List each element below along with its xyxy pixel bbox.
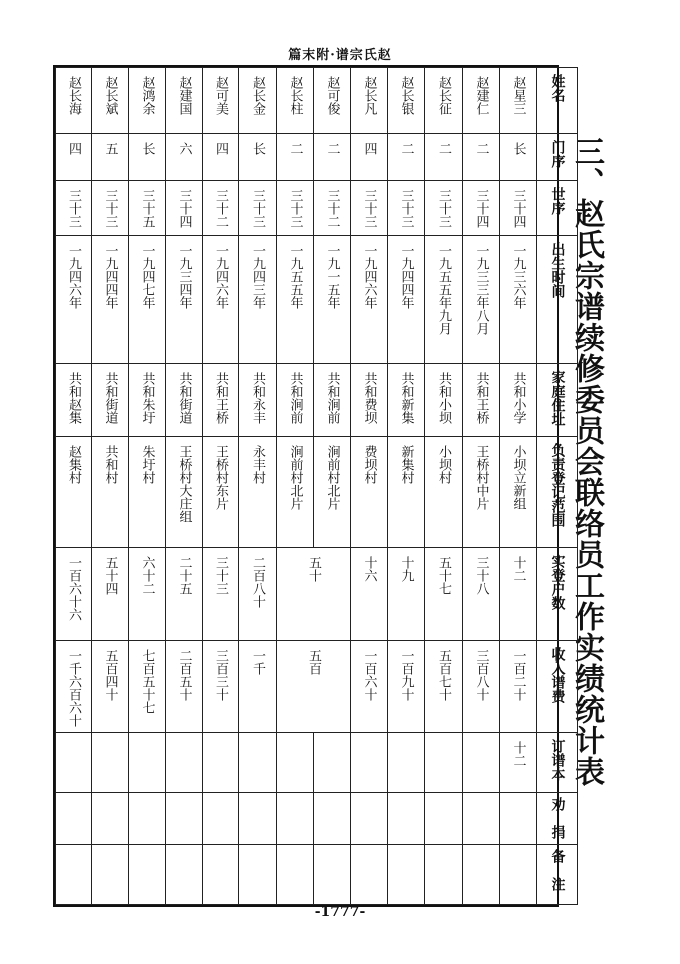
- door-value: 四: [213, 142, 228, 156]
- door-value: 二: [473, 142, 489, 156]
- scope-value: 共和村: [102, 445, 118, 485]
- cell-door: [129, 134, 166, 181]
- cell-birth: [129, 236, 166, 364]
- households-value: 五十七: [436, 555, 451, 595]
- households-value: 三十三: [213, 555, 228, 595]
- cell-fees: [388, 640, 425, 732]
- cell-fees: [92, 640, 129, 732]
- fees-value: 三百三十: [213, 648, 228, 701]
- cell-fees: [239, 640, 277, 732]
- table-row: [56, 236, 578, 364]
- cell-scope: [56, 437, 92, 547]
- fees-value: 一千六百六十: [66, 648, 81, 727]
- cell-households: [388, 547, 425, 640]
- header-donation: [537, 792, 578, 844]
- cell-birth: [425, 236, 463, 364]
- cell-scope: [463, 437, 500, 547]
- birth-value: 一九四四年: [102, 244, 118, 310]
- header-fees: [537, 640, 578, 732]
- cell-orders: [203, 732, 239, 792]
- cell-door: [239, 134, 277, 181]
- name-value: 赵长柱: [287, 76, 303, 115]
- address-value: 共和涧前: [324, 372, 340, 425]
- households-value: 二百八十: [250, 555, 265, 608]
- cell-households: [92, 547, 129, 640]
- table-row: [56, 437, 578, 547]
- cell-fees: [56, 640, 92, 732]
- scope-value: 新集村: [398, 445, 414, 485]
- cell-fees: [129, 640, 166, 732]
- cell-scope: [129, 437, 166, 547]
- column-label: 姓名: [549, 74, 566, 102]
- header-remarks: [537, 844, 578, 904]
- cell-remarks: [388, 844, 425, 904]
- households-value: 一百六十六: [66, 555, 81, 621]
- cell-orders: [166, 732, 203, 792]
- cell-scope: [388, 437, 425, 547]
- cell-donation: [314, 792, 351, 844]
- cell-donation: [56, 792, 92, 844]
- cell-name: [277, 68, 314, 134]
- generation-value: 三十三: [436, 189, 451, 229]
- header-door: [537, 134, 578, 181]
- cell-door: [425, 134, 463, 181]
- cell-generation: [388, 181, 425, 236]
- table-row: [56, 134, 578, 181]
- cell-fees: [500, 640, 537, 732]
- fees-value: 五百七十: [436, 648, 451, 701]
- name-value: 赵长凡: [361, 76, 377, 115]
- cell-name: [314, 68, 351, 134]
- name-value: 赵建国: [176, 76, 192, 115]
- cell-households: [239, 547, 277, 640]
- address-value: 共和小坝: [436, 372, 451, 425]
- scope-value: 涧前村北片: [324, 445, 340, 511]
- cell-households: [463, 547, 500, 640]
- header-generation: [537, 181, 578, 236]
- door-value: 五: [102, 142, 118, 156]
- scope-value: 小坝立新组: [510, 445, 526, 511]
- cell-door: [166, 134, 203, 181]
- cell-address: [56, 364, 92, 437]
- cell-orders: [277, 732, 314, 792]
- cell-name: [129, 68, 166, 134]
- cell-address: [166, 364, 203, 437]
- door-value: 二: [436, 142, 451, 156]
- cell-door: [388, 134, 425, 181]
- cell-donation: [425, 792, 463, 844]
- cell-birth: [277, 236, 314, 364]
- column-label: 劝 捐: [549, 796, 566, 839]
- cell-generation: [166, 181, 203, 236]
- cell-households: [129, 547, 166, 640]
- header-address: [537, 364, 578, 437]
- scope-value: 费坝村: [361, 445, 377, 485]
- generation-value: 三十三: [102, 189, 118, 229]
- cell-name: [463, 68, 500, 134]
- cell-remarks: [92, 844, 129, 904]
- households-value: 六十二: [139, 555, 155, 595]
- cell-birth: [239, 236, 277, 364]
- households-value: 十六: [361, 555, 377, 582]
- cell-door: [463, 134, 500, 181]
- birth-value: 一九四六年: [213, 244, 228, 310]
- cell-donation: [463, 792, 500, 844]
- cell-fees: [203, 640, 239, 732]
- cell-donation: [129, 792, 166, 844]
- merged-fees-value: 五百: [306, 648, 321, 675]
- fees-value: 五百四十: [102, 648, 118, 701]
- column-label: 出生时间: [549, 242, 566, 299]
- cell-remarks: [463, 844, 500, 904]
- name-value: 赵长征: [436, 76, 451, 115]
- address-value: 共和新集: [398, 372, 414, 425]
- cell-orders: [388, 732, 425, 792]
- cell-door: [351, 134, 388, 181]
- cell-generation: [56, 181, 92, 236]
- birth-value: 一九五五年: [287, 244, 303, 310]
- cell-birth: [388, 236, 425, 364]
- households-value: 十二: [510, 555, 526, 582]
- column-label: 实登户数: [549, 553, 566, 610]
- cell-address: [314, 364, 351, 437]
- door-value: 长: [139, 142, 155, 156]
- header-name: [537, 68, 578, 134]
- fees-value: 二百五十: [176, 648, 192, 701]
- scope-value: 赵集村: [66, 445, 81, 485]
- cell-birth: [500, 236, 537, 364]
- cell-birth: [463, 236, 500, 364]
- generation-value: 三十四: [176, 189, 192, 229]
- fees-value: 一千: [250, 648, 265, 675]
- scope-value: 王桥村大庄组: [176, 445, 192, 524]
- cell-donation: [388, 792, 425, 844]
- scope-value: 永丰村: [250, 445, 265, 485]
- address-value: 共和街道: [176, 372, 192, 425]
- cell-name: [166, 68, 203, 134]
- register-table-frame: [53, 65, 566, 907]
- cell-donation: [166, 792, 203, 844]
- cell-scope: [425, 437, 463, 547]
- address-value: 共和朱圩: [139, 372, 155, 425]
- birth-value: 一九三三年八月: [473, 244, 489, 336]
- cell-fees: [277, 640, 351, 732]
- birth-value: 一九四三年: [250, 244, 265, 310]
- cell-orders: [425, 732, 463, 792]
- name-value: 赵长金: [250, 76, 265, 115]
- address-value: 共和费坝: [361, 372, 377, 425]
- cell-birth: [166, 236, 203, 364]
- cell-donation: [277, 792, 314, 844]
- cell-remarks: [129, 844, 166, 904]
- birth-value: 一九五五年九月: [436, 244, 451, 336]
- column-label: 备 注: [549, 848, 566, 891]
- address-value: 共和王桥: [473, 372, 489, 425]
- cell-birth: [92, 236, 129, 364]
- cell-address: [425, 364, 463, 437]
- cell-orders: [239, 732, 277, 792]
- birth-value: 一九四四年: [398, 244, 414, 310]
- cell-households: [166, 547, 203, 640]
- cell-generation: [129, 181, 166, 236]
- cell-orders: [500, 732, 537, 792]
- table-title: 三、赵氏宗谱续修委员会联络员工作实绩统计表: [569, 136, 604, 787]
- table-row: [56, 364, 578, 437]
- cell-donation: [239, 792, 277, 844]
- column-label: 门序: [549, 140, 566, 169]
- cell-scope: [92, 437, 129, 547]
- households-value: 十九: [398, 555, 414, 582]
- cell-remarks: [239, 844, 277, 904]
- cell-orders: [92, 732, 129, 792]
- cell-birth: [314, 236, 351, 364]
- column-label: 订谱本: [549, 738, 566, 781]
- cell-address: [351, 364, 388, 437]
- cell-name: [239, 68, 277, 134]
- generation-value: 三十三: [398, 189, 414, 229]
- cell-birth: [56, 236, 92, 364]
- cell-address: [277, 364, 314, 437]
- cell-name: [56, 68, 92, 134]
- cell-address: [203, 364, 239, 437]
- cell-generation: [203, 181, 239, 236]
- name-value: 赵长斌: [102, 76, 118, 115]
- cell-address: [129, 364, 166, 437]
- name-value: 赵可美: [213, 76, 228, 115]
- households-value: 五十四: [102, 555, 118, 595]
- fees-value: 七百五十七: [139, 648, 155, 714]
- cell-door: [500, 134, 537, 181]
- cell-remarks: [203, 844, 239, 904]
- cell-name: [351, 68, 388, 134]
- birth-value: 一九四七年: [139, 244, 155, 310]
- fees-value: 一百六十: [361, 648, 377, 701]
- cell-remarks: [277, 844, 314, 904]
- door-value: 长: [510, 142, 526, 156]
- door-value: 六: [176, 142, 192, 156]
- column-label: 世序: [549, 187, 566, 216]
- cell-households: [500, 547, 537, 640]
- cell-orders: [314, 732, 351, 792]
- generation-value: 三十三: [250, 189, 265, 229]
- name-value: 赵建仁: [473, 76, 489, 115]
- cell-name: [203, 68, 239, 134]
- generation-value: 三十三: [66, 189, 81, 229]
- door-value: 二: [287, 142, 303, 156]
- cell-scope: [166, 437, 203, 547]
- cell-generation: [314, 181, 351, 236]
- cell-generation: [463, 181, 500, 236]
- generation-value: 三十四: [510, 189, 526, 229]
- generation-value: 三十三: [287, 189, 303, 229]
- address-value: 共和王桥: [213, 372, 228, 425]
- table-row: [56, 844, 578, 904]
- cell-households: [203, 547, 239, 640]
- name-value: 赵长海: [66, 76, 81, 115]
- birth-value: 一九四六年: [361, 244, 377, 310]
- cell-donation: [500, 792, 537, 844]
- door-value: 二: [398, 142, 414, 156]
- scope-value: 王桥村中片: [473, 445, 489, 511]
- table-row: [56, 181, 578, 236]
- generation-value: 三十二: [324, 189, 340, 229]
- scope-value: 王桥村东片: [213, 445, 228, 511]
- address-value: 共和小学: [510, 372, 526, 425]
- cell-scope: [351, 437, 388, 547]
- cell-scope: [500, 437, 537, 547]
- register-table: [55, 67, 578, 905]
- cell-remarks: [500, 844, 537, 904]
- door-value: 四: [361, 142, 377, 156]
- address-value: 共和赵集: [66, 372, 81, 425]
- column-label: 家庭住址: [549, 370, 566, 427]
- cell-orders: [129, 732, 166, 792]
- birth-value: 一九四六年: [66, 244, 81, 310]
- scope-value: 朱圩村: [139, 445, 155, 485]
- address-value: 共和涧前: [287, 372, 303, 425]
- cell-generation: [351, 181, 388, 236]
- cell-remarks: [314, 844, 351, 904]
- birth-value: 一九一五年: [324, 244, 340, 310]
- table-row: [56, 68, 578, 134]
- cell-orders: [56, 732, 92, 792]
- cell-name: [425, 68, 463, 134]
- cell-households: [277, 547, 351, 640]
- cell-birth: [203, 236, 239, 364]
- cell-generation: [277, 181, 314, 236]
- name-value: 赵可俊: [324, 76, 340, 115]
- generation-value: 三十五: [139, 189, 155, 229]
- cell-name: [500, 68, 537, 134]
- table-row: [56, 792, 578, 844]
- cell-generation: [92, 181, 129, 236]
- cell-donation: [92, 792, 129, 844]
- cell-address: [239, 364, 277, 437]
- cell-address: [388, 364, 425, 437]
- cell-fees: [166, 640, 203, 732]
- cell-generation: [425, 181, 463, 236]
- cell-households: [56, 547, 92, 640]
- column-label: 收入谱费: [549, 646, 566, 703]
- birth-value: 一九三六年: [510, 244, 526, 310]
- header-households: [537, 547, 578, 640]
- name-value: 赵星三: [510, 76, 526, 115]
- cell-door: [277, 134, 314, 181]
- fees-value: 三百八十: [473, 648, 489, 701]
- cell-door: [92, 134, 129, 181]
- scope-value: 涧前村北片: [287, 445, 303, 511]
- cell-remarks: [56, 844, 92, 904]
- page-number: -1777-: [314, 904, 366, 920]
- scope-value: 小坝村: [436, 445, 451, 485]
- cell-door: [203, 134, 239, 181]
- header-orders: [537, 732, 578, 792]
- cell-households: [425, 547, 463, 640]
- cell-households: [351, 547, 388, 640]
- table-row: [56, 732, 578, 792]
- cell-fees: [425, 640, 463, 732]
- households-value: 二十五: [176, 555, 192, 595]
- header-birth: [537, 236, 578, 364]
- cell-remarks: [425, 844, 463, 904]
- cell-name: [92, 68, 129, 134]
- birth-value: 一九三四年: [176, 244, 192, 310]
- cell-fees: [351, 640, 388, 732]
- orders-value: 十二: [510, 740, 526, 767]
- door-value: 四: [66, 142, 81, 156]
- cell-address: [500, 364, 537, 437]
- cell-donation: [351, 792, 388, 844]
- cell-door: [314, 134, 351, 181]
- address-value: 共和永丰: [250, 372, 265, 425]
- fees-value: 一百二十: [510, 648, 526, 701]
- door-value: 长: [250, 142, 265, 156]
- cell-remarks: [351, 844, 388, 904]
- cell-address: [92, 364, 129, 437]
- name-value: 赵长银: [398, 76, 414, 115]
- running-header: 篇末附·谱宗氏赵: [288, 48, 392, 63]
- fees-value: 一百九十: [398, 648, 414, 701]
- cell-generation: [500, 181, 537, 236]
- column-label: 负责登记范围: [549, 443, 566, 528]
- header-scope: [537, 437, 578, 547]
- cell-scope: [203, 437, 239, 547]
- cell-scope: [277, 437, 314, 547]
- name-value: 赵鸿余: [139, 76, 155, 115]
- merged-households-value: 五十: [306, 555, 321, 582]
- cell-remarks: [166, 844, 203, 904]
- cell-scope: [314, 437, 351, 547]
- cell-name: [388, 68, 425, 134]
- households-value: 三十八: [473, 555, 489, 595]
- generation-value: 三十二: [213, 189, 228, 229]
- generation-value: 三十四: [473, 189, 489, 229]
- cell-scope: [239, 437, 277, 547]
- cell-door: [56, 134, 92, 181]
- table-row: [56, 547, 578, 640]
- cell-address: [463, 364, 500, 437]
- cell-fees: [463, 640, 500, 732]
- cell-donation: [203, 792, 239, 844]
- cell-orders: [351, 732, 388, 792]
- cell-generation: [239, 181, 277, 236]
- door-value: 二: [324, 142, 340, 156]
- table-row: [56, 640, 578, 732]
- cell-orders: [463, 732, 500, 792]
- generation-value: 三十三: [361, 189, 377, 229]
- cell-birth: [351, 236, 388, 364]
- address-value: 共和街道: [102, 372, 118, 425]
